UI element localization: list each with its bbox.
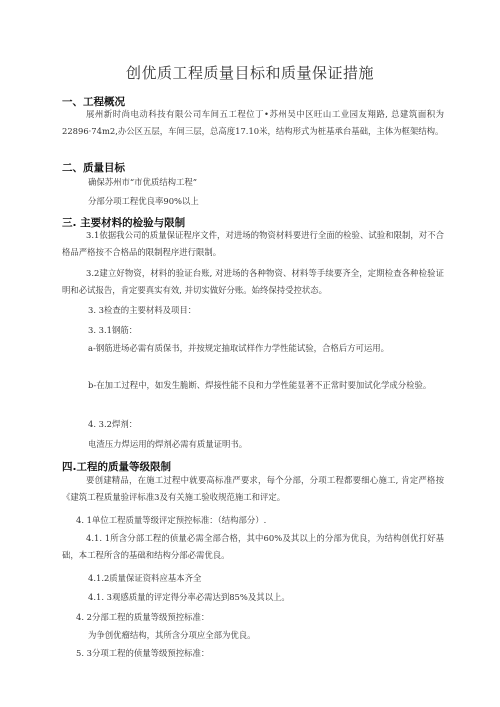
goal-line-2: 分部分项工程优良率90%以上: [88, 196, 199, 206]
rebar-paragraph-b: b-在加工过程中，如发生脆断、焊接性能不良和力学性能显著不正常时要加试化学成分检验。: [88, 380, 432, 390]
grade-line-4-1: 4. 1单位工程质量等级评定预控标准：（结构部分）.: [76, 515, 267, 525]
section-heading-overview: 一、工程概况: [62, 96, 125, 108]
material-paragraph-3-2: 3.2建立好物资，材料的验证台账, 对进场的各种物资、材料等手续要齐全，定期检查各种检验证明和必试报告，肯定要真实有效, 并切实做好分账。始终保持受控状态。: [62, 268, 444, 295]
grade-line-4-2: 4. 2分部工程的质量等级预控标准：: [76, 612, 210, 622]
flux-requirement-line: 电渣压力焊运用的焊剂必需有质量证明书。: [88, 439, 248, 449]
material-line-3-3: 3. 3检查的主要材料及项目：: [88, 305, 197, 315]
section-heading-material-inspection: 三. 主要材料的检验与限制: [62, 217, 186, 229]
overview-paragraph: 展州新时尚电动科技有限公司车间五工程位丁•苏州吴中区旺山工业园友翔路, 总建筑面积为22896·74m2,办公区五层，车间三层，总高度17.10米，结构形式为桩基承台基础，主体为框架结构。: [62, 109, 444, 136]
grade-line-4-1-3: 4.1. 3观感质量的评定得分率必需达到85%及其以上。: [88, 592, 290, 602]
document-title: 创优质工程质量目标和质量保证措施: [125, 64, 374, 82]
material-paragraph-3-1: 3.1依据我公司的质量保证程序文件，对进场的物资材料要进行全面的检验、试验和限制，对不合格品严格按不合格品的限制程序进行限制。: [62, 230, 444, 257]
rebar-paragraph-a: a-钢筋进场必需有质保书，并按规定抽取试样作力学性能试验，合格后方可运用。: [88, 343, 389, 353]
goal-line-1: 确保苏州市“市优质结构工程”: [88, 177, 198, 187]
section-heading-quality-grade: 四.工程的质量等级限制: [62, 461, 171, 473]
grade-paragraph-intro: 要创建精品，在施工过程中就要高标准严要求，每个分部，分项工程都要细心施工, 肯定严格按《建筑工程质量验评标准3及有关施工验收规范施工和评定。: [62, 475, 444, 502]
grade-line-4-2-detail: 为争创优瘤结构，其所含分项应全部为优良。: [88, 630, 256, 640]
material-line-rebar: 3. 3.1钢筋：: [88, 325, 138, 335]
grade-paragraph-4-1-1: 4.1. 1所含分部工程的侦量必需全部合格，其中60%及其以上的分部为优良，为结构创优打好基础，本工程所含的基础和结构分部必需优良。: [62, 533, 444, 560]
section-heading-quality-goal: 二、质量目标: [62, 162, 125, 174]
grade-line-5-3: 5. 3分项工程的侦量等级预控标准：: [76, 648, 210, 658]
grade-line-4-1-2: 4.1.2质量保证资料应基本齐全: [88, 573, 202, 583]
material-line-flux: 4. 3.2焊剂：: [88, 419, 138, 429]
